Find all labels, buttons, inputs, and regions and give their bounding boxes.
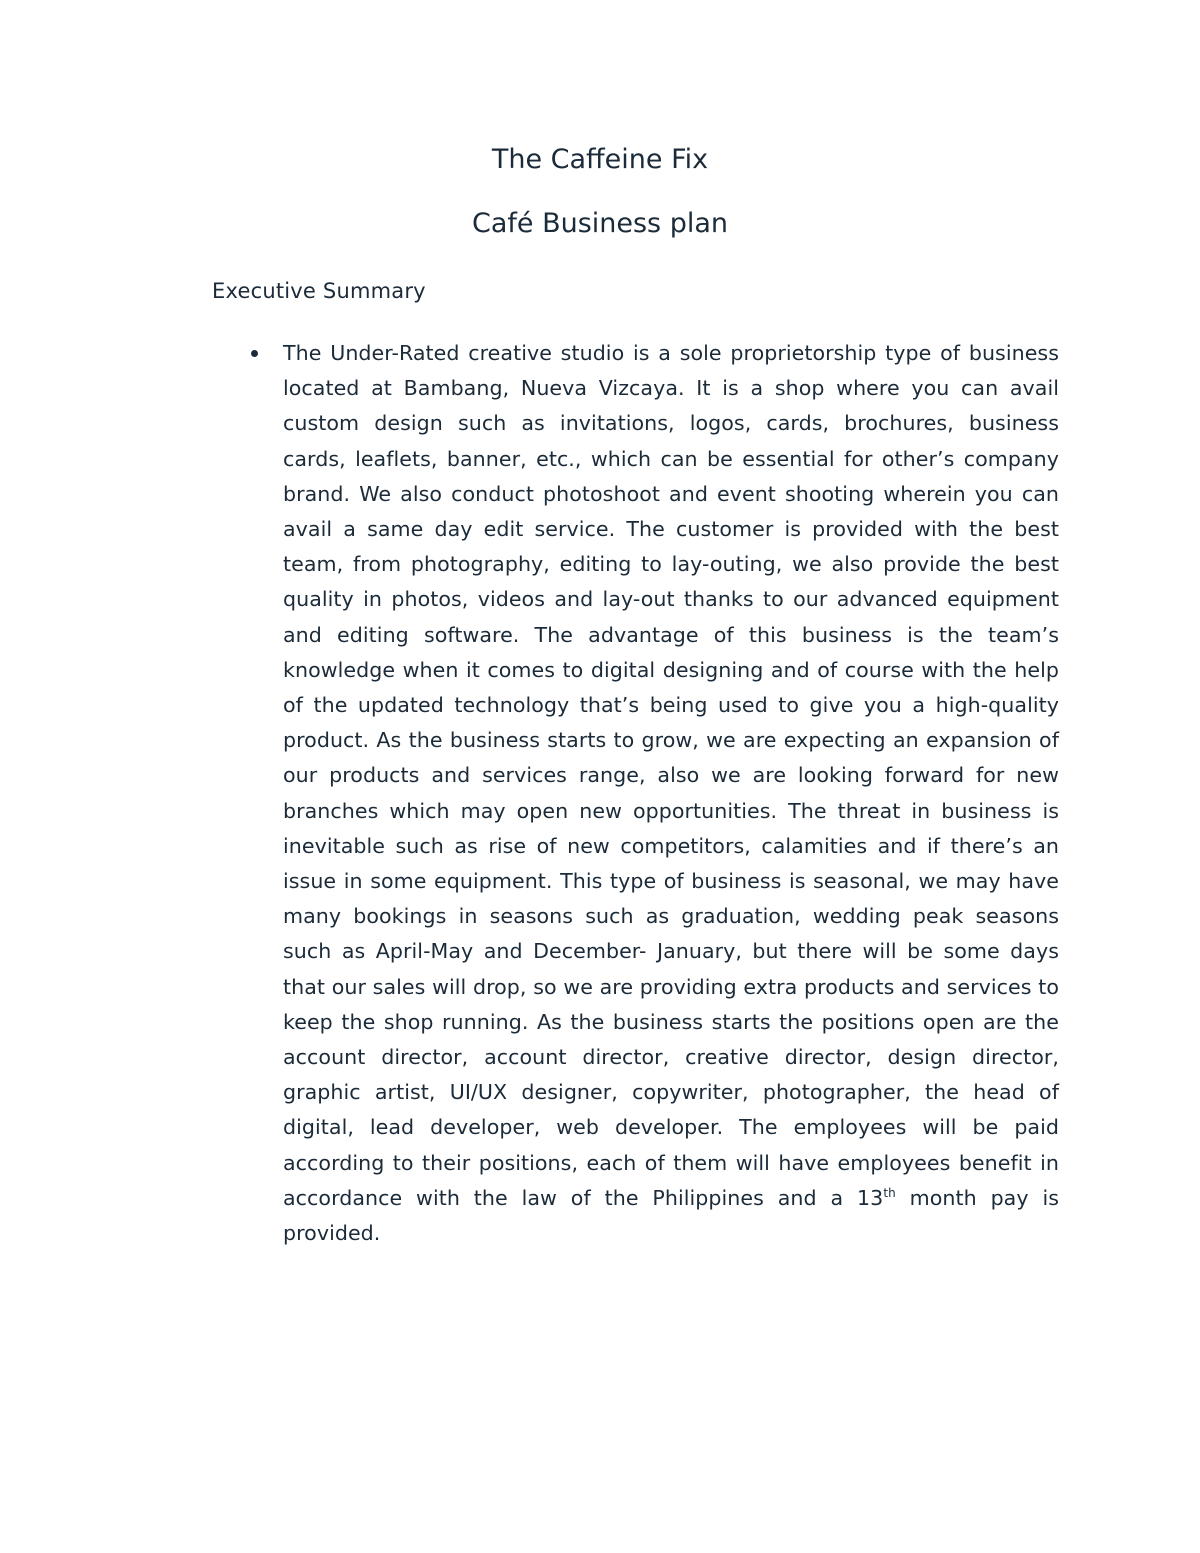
bullet-dot-icon (251, 350, 258, 357)
document-title: The Caffeine Fix (491, 144, 709, 175)
bullet-text-end: month pay is provided. (283, 1185, 1059, 1246)
ordinal-superscript: th (883, 1186, 896, 1201)
bullet-text-main: The Under-Rated creative studio is a sole proprietorship type of business located at Bambang, Nueva Vizcaya. It is a shop where you can avail custom design such as invitations, logos, cards, brochures, business cards, leaflets, banner, etc., which can be essential for other’s company brand. We also conduct photoshoot and event shooting wherein you can avail a same day edit service. The customer is provided with the best team, from photography, editing to lay-outing, we also provide the best quality in photos, videos and lay-out thanks to our advanced equipment and editing software. The advantage of this business is the team’s knowledge when it comes to digital designing and of course with the help of the updated technology that’s being used to give you a high-quality product. As the business starts to grow, we are expecting an expansion of our products and services range, also we are looking forward for new branches which may open new opportunities. The threat in business is inevitable such as rise of new competitors, calamities and if there’s an issue in some equipment. This type of business is seasonal, we may have many bookings in seasons such as graduation, wedding peak seasons such as April-May and December- January, but there will be some days that our sales will drop, so we are providing extra products and services to keep the shop running. As the business starts the positions open are the account director, account director, creative director, design director, graphic artist, UI/UX designer, copywriter, photographer, the head of digital, lead developer, web developer. The employees will be paid according to their positions, each of them will have employees benefit in accordance with the law of the Philippines and a 13 (283, 341, 1059, 1210)
section-heading-executive-summary: Executive Summary (212, 279, 426, 303)
bullet-list (246, 336, 1060, 1251)
document-subtitle: Café Business plan (471, 208, 729, 239)
list-item (246, 336, 1060, 1251)
bullet-paragraph (283, 336, 1059, 1251)
